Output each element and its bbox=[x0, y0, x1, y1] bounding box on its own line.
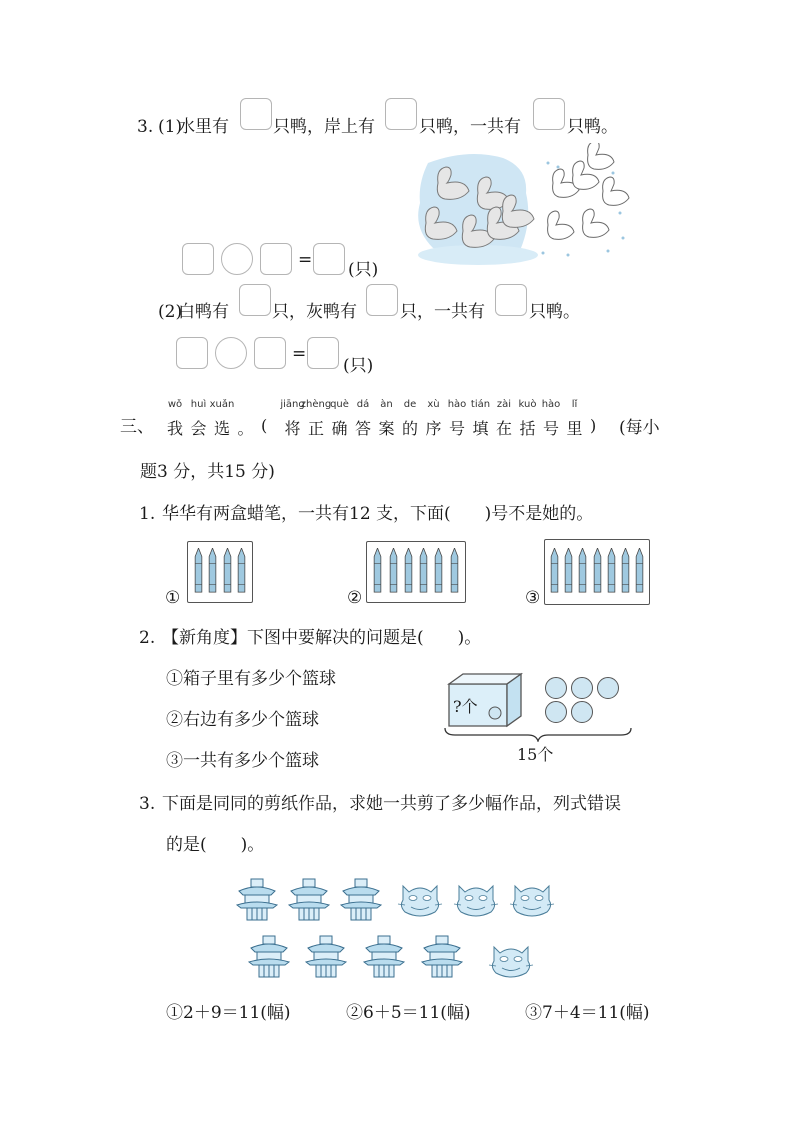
answer-box[interactable] bbox=[495, 284, 527, 316]
crayon-icon bbox=[237, 548, 246, 594]
pinyin: huì bbox=[190, 399, 207, 410]
pinyin: hào bbox=[447, 399, 467, 410]
crayon-icon bbox=[564, 548, 573, 594]
equation-box[interactable] bbox=[182, 243, 214, 275]
ducks-illustration bbox=[408, 143, 630, 273]
title-char: 。 bbox=[237, 419, 254, 438]
crayon-icon bbox=[373, 548, 382, 594]
crayon-icon bbox=[389, 548, 398, 594]
pinyin: zài bbox=[496, 399, 512, 410]
crayon-box-1 bbox=[187, 541, 253, 603]
title-char: 号 bbox=[449, 419, 466, 438]
item2-number: 2. bbox=[139, 628, 156, 648]
title-char: 案 bbox=[378, 419, 395, 438]
answer-box[interactable] bbox=[366, 284, 398, 316]
pinyin: què bbox=[330, 399, 349, 410]
pinyin: jiāng bbox=[280, 399, 305, 410]
crayon-icon bbox=[450, 548, 459, 594]
title-char: 将 bbox=[284, 419, 301, 438]
answer-1[interactable]: ①2＋9＝11(幅) bbox=[166, 1003, 291, 1023]
item1-text: 华华有两盒蜡笔，一共有12 支，下面( )号不是她的。 bbox=[162, 504, 594, 524]
q3-part1-text-d: 只鸭。 bbox=[567, 117, 618, 137]
basketball-icon bbox=[571, 701, 593, 723]
papercut-building-icon bbox=[287, 877, 331, 923]
choice-2[interactable]: ②右边有多少个篮球 bbox=[166, 710, 319, 730]
pinyin: àn bbox=[380, 399, 393, 410]
pinyin: zhèng bbox=[300, 399, 332, 410]
title-char: ( bbox=[261, 416, 268, 435]
q3-part1-text-b: 只鸭，岸上有 bbox=[273, 117, 375, 137]
papercut-lion-icon bbox=[397, 880, 443, 920]
unit-label: (只) bbox=[348, 260, 379, 280]
q3-part2-text-c: 只，一共有 bbox=[400, 302, 485, 322]
crayon-icon bbox=[635, 548, 644, 594]
item2-text: 【新角度】下图中要解决的问题是( )。 bbox=[162, 628, 482, 648]
item3-text-b: 的是( )。 bbox=[166, 835, 265, 855]
title-char: 我 bbox=[167, 419, 184, 438]
option-2[interactable]: ② bbox=[347, 588, 363, 608]
answer-box[interactable] bbox=[240, 98, 272, 130]
box-label: ?个 bbox=[453, 697, 478, 716]
result-box[interactable] bbox=[313, 243, 345, 275]
crayon-box-3 bbox=[544, 539, 650, 605]
title-char: 填 bbox=[472, 419, 489, 438]
brace bbox=[443, 726, 633, 742]
q3-part1-text-a: 水里有 bbox=[178, 117, 229, 137]
pinyin: tián bbox=[470, 399, 491, 410]
pinyin: de bbox=[403, 399, 417, 410]
q3-part2-text-a: 白鸭有 bbox=[178, 302, 229, 322]
section-number: 三、 bbox=[120, 417, 154, 437]
option-1[interactable]: ① bbox=[165, 588, 181, 608]
title-char: 正 bbox=[308, 419, 325, 438]
operator-circle[interactable] bbox=[215, 337, 247, 369]
choice-1[interactable]: ①箱子里有多少个篮球 bbox=[166, 669, 336, 689]
title-char: 在 bbox=[496, 419, 513, 438]
basketball-icon bbox=[545, 701, 567, 723]
crayon-icon bbox=[223, 548, 232, 594]
answer-box[interactable] bbox=[239, 284, 271, 316]
papercut-lion-icon bbox=[509, 880, 555, 920]
papercut-building-icon bbox=[304, 934, 348, 980]
item3-text-a: 下面是同同的剪纸作品，求她一共剪了多少幅作品，列式错误 bbox=[162, 794, 621, 814]
q3-part1-text-c: 只鸭，一共有 bbox=[419, 117, 521, 137]
section-score-b: 题3 分，共15 分) bbox=[140, 462, 275, 482]
q3-part2-text-d: 只鸭。 bbox=[529, 302, 580, 322]
pinyin: xuǎn bbox=[209, 399, 235, 410]
papercut-lion-icon bbox=[488, 941, 534, 981]
equation-box[interactable] bbox=[254, 337, 286, 369]
option-3[interactable]: ③ bbox=[525, 588, 541, 608]
section-score-a: (每小 bbox=[619, 418, 660, 438]
crayon-icon bbox=[578, 548, 587, 594]
q3-number: 3. bbox=[137, 117, 154, 137]
title-char: 答 bbox=[355, 419, 372, 438]
equals-sign: = bbox=[298, 250, 313, 270]
papercut-building-icon bbox=[235, 877, 279, 923]
crayon-icon bbox=[434, 548, 443, 594]
title-char: 会 bbox=[190, 419, 207, 438]
pinyin: wǒ bbox=[167, 399, 183, 410]
title-char: 确 bbox=[331, 419, 348, 438]
crayon-icon bbox=[550, 548, 559, 594]
pinyin: lǐ bbox=[571, 399, 578, 410]
choice-3[interactable]: ③一共有多少个篮球 bbox=[166, 751, 319, 771]
title-char: 序 bbox=[425, 419, 442, 438]
pinyin: kuò bbox=[518, 399, 537, 410]
title-char: ) bbox=[590, 416, 597, 435]
papercut-building-icon bbox=[362, 934, 406, 980]
basketball-icon bbox=[545, 677, 567, 699]
title-char: 选 bbox=[214, 419, 231, 438]
equation-box[interactable] bbox=[260, 243, 292, 275]
title-char: 里 bbox=[566, 419, 583, 438]
crayon-icon bbox=[208, 548, 217, 594]
basketball-icon bbox=[571, 677, 593, 699]
crayon-icon bbox=[404, 548, 413, 594]
crayon-icon bbox=[621, 548, 630, 594]
q3-part1-label: (1) bbox=[158, 117, 183, 137]
papercut-lion-icon bbox=[453, 880, 499, 920]
papercut-building-icon bbox=[247, 934, 291, 980]
equals-sign: = bbox=[292, 344, 307, 364]
crayon-icon bbox=[194, 548, 203, 594]
answer-2[interactable]: ②6＋5＝11(幅) bbox=[346, 1003, 471, 1023]
q3-part2-label: (2) bbox=[158, 302, 183, 322]
unit-label: (只) bbox=[343, 356, 374, 376]
answer-3[interactable]: ③7＋4＝11(幅) bbox=[525, 1003, 650, 1023]
q3-part2-text-b: 只，灰鸭有 bbox=[272, 302, 357, 322]
basketball-icon bbox=[597, 677, 619, 699]
result-box[interactable] bbox=[307, 337, 339, 369]
item3-number: 3. bbox=[139, 794, 156, 814]
title-char: 的 bbox=[402, 419, 419, 438]
crayon-icon bbox=[607, 548, 616, 594]
title-char: 括 bbox=[519, 419, 536, 438]
answer-box[interactable] bbox=[385, 98, 417, 130]
total-label: 15个 bbox=[517, 745, 554, 764]
item1-number: 1. bbox=[139, 504, 156, 524]
operator-circle[interactable] bbox=[221, 243, 253, 275]
papercut-building-icon bbox=[339, 877, 383, 923]
crayon-icon bbox=[593, 548, 602, 594]
answer-box[interactable] bbox=[533, 98, 565, 130]
equation-box[interactable] bbox=[176, 337, 208, 369]
crayon-box-2 bbox=[366, 541, 466, 603]
pinyin: dá bbox=[356, 399, 370, 410]
pinyin: xù bbox=[427, 399, 440, 410]
title-char: 号 bbox=[543, 419, 560, 438]
crayon-icon bbox=[419, 548, 428, 594]
papercut-building-icon bbox=[420, 934, 464, 980]
pinyin: hào bbox=[541, 399, 561, 410]
